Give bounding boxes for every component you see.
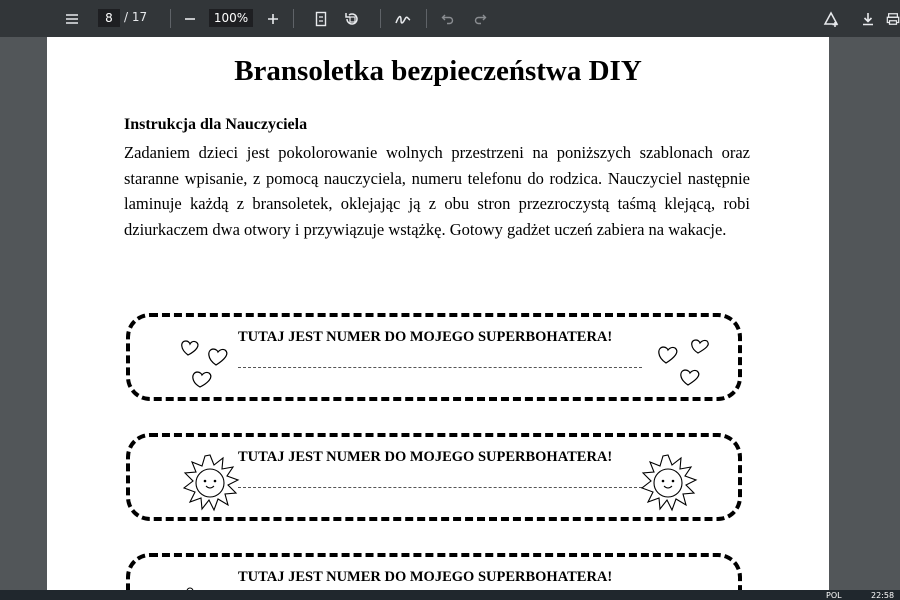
- plus-icon: [266, 12, 280, 26]
- phone-number-line: [238, 487, 642, 488]
- keyboard-language[interactable]: POL: [826, 591, 842, 600]
- download-icon: [860, 11, 876, 27]
- sun-icon: [180, 453, 240, 513]
- phone-number-line: [238, 367, 642, 368]
- bracelet-template: [126, 553, 742, 590]
- hearts-icon: [652, 337, 722, 397]
- toolbar-divider: [426, 9, 427, 28]
- fit-page-icon: [314, 11, 328, 27]
- taskbar: [0, 590, 900, 600]
- undo-button[interactable]: [438, 0, 458, 37]
- zoom-in-button[interactable]: [263, 0, 283, 37]
- bracelet-label: TUTAJ JEST NUMER DO MOJEGO SUPERBOHATERA!: [238, 329, 613, 345]
- bracelet-template: [126, 433, 742, 521]
- minus-icon: [183, 12, 197, 26]
- menu-icon[interactable]: [60, 0, 84, 37]
- toolbar-divider: [293, 9, 294, 28]
- undo-icon: [441, 12, 455, 26]
- pdf-page: [47, 37, 829, 590]
- document-title: Bransoletka bezpieczeństwa DIY: [234, 55, 642, 87]
- draw-button[interactable]: [392, 0, 414, 37]
- toolbar-divider: [170, 9, 171, 28]
- sun-icon: [638, 453, 698, 513]
- zoom-input[interactable]: 100%: [209, 9, 253, 27]
- redo-icon: [473, 12, 487, 26]
- print-button[interactable]: [886, 0, 900, 37]
- document-viewer[interactable]: [0, 37, 900, 590]
- rotate-button[interactable]: [341, 0, 363, 37]
- toolbar-divider: [380, 9, 381, 28]
- bracelet-label: TUTAJ JEST NUMER DO MOJEGO SUPERBOHATERA!: [238, 569, 613, 585]
- instructions-paragraph: Zadaniem dzieci jest pokolorowanie wolnych przestrzeni na poniższych szablonach oraz staranne wpisanie, z pomocą nauczyciela, numeru telefonu do rodzica. Nauczyciel następnie laminuje każdą z bransoletek, oklejając ją z obu stron przezroczystą taśmą klejącą, robi dziurkaczem dwa otwory i przywiązuje wstążkę. Gotowy gadżet uczeń zabiera na wakacje.: [124, 143, 750, 239]
- download-button[interactable]: [857, 0, 879, 37]
- hearts-icon: [176, 337, 246, 397]
- print-icon: [886, 11, 900, 27]
- fit-page-button[interactable]: [311, 0, 331, 37]
- bracelet-label: TUTAJ JEST NUMER DO MOJEGO SUPERBOHATERA!: [238, 449, 613, 465]
- bracelet-template: [126, 313, 742, 401]
- draw-icon: [394, 11, 412, 27]
- zoom-out-button[interactable]: [180, 0, 200, 37]
- add-annotation-icon: [822, 10, 840, 28]
- pdf-toolbar: [0, 0, 900, 37]
- clock[interactable]: 22:58: [871, 591, 895, 600]
- section-heading: Instrukcja dla Nauczyciela: [124, 116, 308, 133]
- page-number-input[interactable]: 8: [98, 9, 120, 27]
- add-annotation-button[interactable]: [820, 0, 842, 37]
- redo-button[interactable]: [470, 0, 490, 37]
- rotate-icon: [343, 10, 361, 28]
- page-total: / 17: [124, 10, 148, 24]
